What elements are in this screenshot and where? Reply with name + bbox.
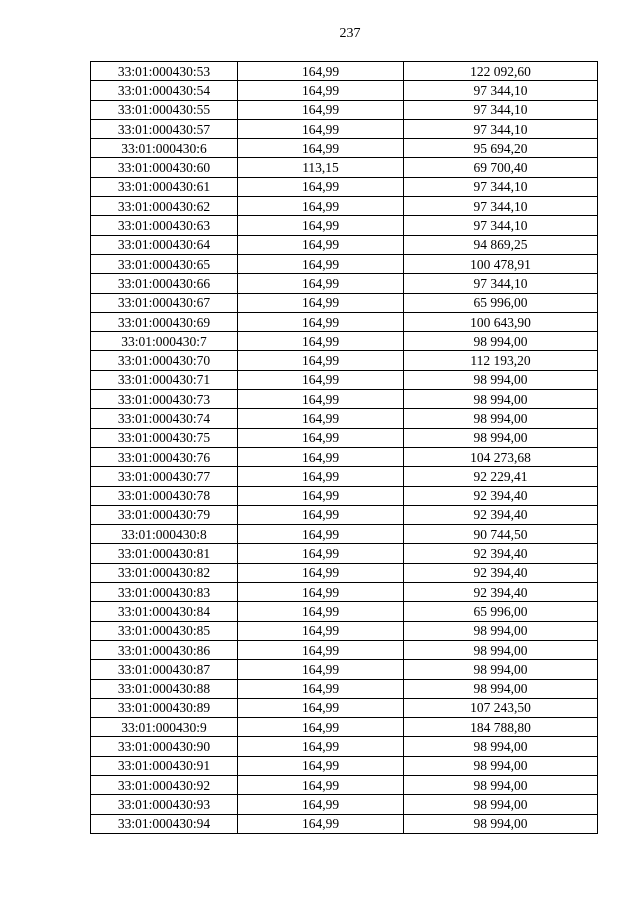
table-row bbox=[91, 62, 598, 81]
table-row bbox=[91, 197, 598, 216]
table-row bbox=[91, 563, 598, 582]
area-cell: 164,99 bbox=[238, 795, 404, 814]
cadastral-table bbox=[90, 61, 598, 834]
table-row bbox=[91, 775, 598, 794]
area-cell: 113,15 bbox=[238, 158, 404, 177]
area-cell: 164,99 bbox=[238, 119, 404, 138]
value-cell: 112 193,20 bbox=[404, 351, 598, 370]
area-cell: 164,99 bbox=[238, 756, 404, 775]
value-cell: 65 996,00 bbox=[404, 602, 598, 621]
value-cell: 98 994,00 bbox=[404, 409, 598, 428]
value-cell: 107 243,50 bbox=[404, 698, 598, 717]
cadastral-number-cell: 33:01:000430:84 bbox=[91, 602, 238, 621]
table-row bbox=[91, 583, 598, 602]
page-number: 237 bbox=[339, 26, 361, 41]
value-cell: 98 994,00 bbox=[404, 390, 598, 409]
area-cell: 164,99 bbox=[238, 81, 404, 100]
area-cell: 164,99 bbox=[238, 814, 404, 833]
area-cell: 164,99 bbox=[238, 698, 404, 717]
value-cell: 97 344,10 bbox=[404, 81, 598, 100]
value-cell: 65 996,00 bbox=[404, 293, 598, 312]
table-row bbox=[91, 795, 598, 814]
cadastral-number-cell: 33:01:000430:92 bbox=[91, 775, 238, 794]
area-cell: 164,99 bbox=[238, 274, 404, 293]
cadastral-number-cell: 33:01:000430:69 bbox=[91, 312, 238, 331]
area-cell: 164,99 bbox=[238, 467, 404, 486]
cadastral-number-cell: 33:01:000430:93 bbox=[91, 795, 238, 814]
table-row bbox=[91, 312, 598, 331]
table-row bbox=[91, 467, 598, 486]
area-cell: 164,99 bbox=[238, 100, 404, 119]
table-row bbox=[91, 216, 598, 235]
cadastral-number-cell: 33:01:000430:62 bbox=[91, 197, 238, 216]
table-row bbox=[91, 718, 598, 737]
cadastral-number-cell: 33:01:000430:70 bbox=[91, 351, 238, 370]
table-row bbox=[91, 660, 598, 679]
area-cell: 164,99 bbox=[238, 525, 404, 544]
cadastral-number-cell: 33:01:000430:79 bbox=[91, 505, 238, 524]
cadastral-number-cell: 33:01:000430:55 bbox=[91, 100, 238, 119]
area-cell: 164,99 bbox=[238, 370, 404, 389]
cadastral-number-cell: 33:01:000430:8 bbox=[91, 525, 238, 544]
value-cell: 97 344,10 bbox=[404, 197, 598, 216]
value-cell: 184 788,80 bbox=[404, 718, 598, 737]
cadastral-number-cell: 33:01:000430:90 bbox=[91, 737, 238, 756]
value-cell: 98 994,00 bbox=[404, 775, 598, 794]
cadastral-number-cell: 33:01:000430:85 bbox=[91, 621, 238, 640]
area-cell: 164,99 bbox=[238, 139, 404, 158]
cadastral-number-cell: 33:01:000430:9 bbox=[91, 718, 238, 737]
table-row bbox=[91, 679, 598, 698]
area-cell: 164,99 bbox=[238, 505, 404, 524]
table-row bbox=[91, 351, 598, 370]
area-cell: 164,99 bbox=[238, 602, 404, 621]
table-row bbox=[91, 177, 598, 196]
cadastral-number-cell: 33:01:000430:89 bbox=[91, 698, 238, 717]
cadastral-number-cell: 33:01:000430:6 bbox=[91, 139, 238, 158]
area-cell: 164,99 bbox=[238, 197, 404, 216]
value-cell: 92 394,40 bbox=[404, 505, 598, 524]
value-cell: 98 994,00 bbox=[404, 679, 598, 698]
value-cell: 98 994,00 bbox=[404, 640, 598, 659]
area-cell: 164,99 bbox=[238, 737, 404, 756]
value-cell: 100 478,91 bbox=[404, 254, 598, 273]
area-cell: 164,99 bbox=[238, 486, 404, 505]
area-cell: 164,99 bbox=[238, 583, 404, 602]
value-cell: 97 344,10 bbox=[404, 274, 598, 293]
value-cell: 92 394,40 bbox=[404, 583, 598, 602]
table-row bbox=[91, 139, 598, 158]
table-row bbox=[91, 640, 598, 659]
table-row bbox=[91, 447, 598, 466]
table-row bbox=[91, 428, 598, 447]
value-cell: 98 994,00 bbox=[404, 795, 598, 814]
value-cell: 98 994,00 bbox=[404, 737, 598, 756]
value-cell: 122 092,60 bbox=[404, 62, 598, 81]
area-cell: 164,99 bbox=[238, 293, 404, 312]
cadastral-number-cell: 33:01:000430:57 bbox=[91, 119, 238, 138]
value-cell: 97 344,10 bbox=[404, 177, 598, 196]
value-cell: 98 994,00 bbox=[404, 814, 598, 833]
area-cell: 164,99 bbox=[238, 62, 404, 81]
value-cell: 92 394,40 bbox=[404, 486, 598, 505]
table-row bbox=[91, 486, 598, 505]
table-row bbox=[91, 814, 598, 833]
area-cell: 164,99 bbox=[238, 660, 404, 679]
value-cell: 98 994,00 bbox=[404, 756, 598, 775]
area-cell: 164,99 bbox=[238, 235, 404, 254]
table-row bbox=[91, 390, 598, 409]
value-cell: 98 994,00 bbox=[404, 621, 598, 640]
cadastral-number-cell: 33:01:000430:91 bbox=[91, 756, 238, 775]
cadastral-number-cell: 33:01:000430:77 bbox=[91, 467, 238, 486]
table-row bbox=[91, 235, 598, 254]
cadastral-number-cell: 33:01:000430:81 bbox=[91, 544, 238, 563]
area-cell: 164,99 bbox=[238, 775, 404, 794]
value-cell: 98 994,00 bbox=[404, 660, 598, 679]
cadastral-number-cell: 33:01:000430:83 bbox=[91, 583, 238, 602]
table-row bbox=[91, 81, 598, 100]
area-cell: 164,99 bbox=[238, 351, 404, 370]
value-cell: 92 394,40 bbox=[404, 563, 598, 582]
cadastral-number-cell: 33:01:000430:87 bbox=[91, 660, 238, 679]
table-row bbox=[91, 505, 598, 524]
area-cell: 164,99 bbox=[238, 254, 404, 273]
area-cell: 164,99 bbox=[238, 544, 404, 563]
table-row bbox=[91, 119, 598, 138]
table-row bbox=[91, 737, 598, 756]
area-cell: 164,99 bbox=[238, 718, 404, 737]
area-cell: 164,99 bbox=[238, 312, 404, 331]
cadastral-number-cell: 33:01:000430:65 bbox=[91, 254, 238, 273]
table-row bbox=[91, 602, 598, 621]
value-cell: 92 394,40 bbox=[404, 544, 598, 563]
table-row bbox=[91, 100, 598, 119]
table-body bbox=[91, 62, 598, 834]
value-cell: 100 643,90 bbox=[404, 312, 598, 331]
value-cell: 92 229,41 bbox=[404, 467, 598, 486]
value-cell: 97 344,10 bbox=[404, 119, 598, 138]
cadastral-number-cell: 33:01:000430:61 bbox=[91, 177, 238, 196]
table-row bbox=[91, 544, 598, 563]
cadastral-number-cell: 33:01:000430:60 bbox=[91, 158, 238, 177]
area-cell: 164,99 bbox=[238, 447, 404, 466]
cadastral-number-cell: 33:01:000430:78 bbox=[91, 486, 238, 505]
area-cell: 164,99 bbox=[238, 390, 404, 409]
cadastral-number-cell: 33:01:000430:73 bbox=[91, 390, 238, 409]
cadastral-number-cell: 33:01:000430:94 bbox=[91, 814, 238, 833]
table-row bbox=[91, 621, 598, 640]
value-cell: 97 344,10 bbox=[404, 100, 598, 119]
table-row bbox=[91, 293, 598, 312]
value-cell: 97 344,10 bbox=[404, 216, 598, 235]
table-row bbox=[91, 698, 598, 717]
cadastral-number-cell: 33:01:000430:7 bbox=[91, 332, 238, 351]
cadastral-number-cell: 33:01:000430:76 bbox=[91, 447, 238, 466]
cadastral-number-cell: 33:01:000430:54 bbox=[91, 81, 238, 100]
cadastral-number-cell: 33:01:000430:74 bbox=[91, 409, 238, 428]
value-cell: 98 994,00 bbox=[404, 332, 598, 351]
value-cell: 90 744,50 bbox=[404, 525, 598, 544]
table-row bbox=[91, 254, 598, 273]
cadastral-number-cell: 33:01:000430:82 bbox=[91, 563, 238, 582]
cadastral-number-cell: 33:01:000430:88 bbox=[91, 679, 238, 698]
table-row bbox=[91, 158, 598, 177]
value-cell: 98 994,00 bbox=[404, 428, 598, 447]
value-cell: 94 869,25 bbox=[404, 235, 598, 254]
cadastral-number-cell: 33:01:000430:67 bbox=[91, 293, 238, 312]
value-cell: 104 273,68 bbox=[404, 447, 598, 466]
area-cell: 164,99 bbox=[238, 621, 404, 640]
area-cell: 164,99 bbox=[238, 563, 404, 582]
table-row bbox=[91, 370, 598, 389]
table-row bbox=[91, 756, 598, 775]
cadastral-number-cell: 33:01:000430:63 bbox=[91, 216, 238, 235]
cadastral-number-cell: 33:01:000430:86 bbox=[91, 640, 238, 659]
area-cell: 164,99 bbox=[238, 177, 404, 196]
area-cell: 164,99 bbox=[238, 409, 404, 428]
table-row bbox=[91, 525, 598, 544]
area-cell: 164,99 bbox=[238, 640, 404, 659]
value-cell: 95 694,20 bbox=[404, 139, 598, 158]
area-cell: 164,99 bbox=[238, 332, 404, 351]
value-cell: 98 994,00 bbox=[404, 370, 598, 389]
cadastral-number-cell: 33:01:000430:75 bbox=[91, 428, 238, 447]
table-row bbox=[91, 332, 598, 351]
cadastral-number-cell: 33:01:000430:66 bbox=[91, 274, 238, 293]
area-cell: 164,99 bbox=[238, 679, 404, 698]
cadastral-number-cell: 33:01:000430:64 bbox=[91, 235, 238, 254]
cadastral-number-cell: 33:01:000430:53 bbox=[91, 62, 238, 81]
area-cell: 164,99 bbox=[238, 428, 404, 447]
cadastral-number-cell: 33:01:000430:71 bbox=[91, 370, 238, 389]
value-cell: 69 700,40 bbox=[404, 158, 598, 177]
table-row bbox=[91, 409, 598, 428]
table-row bbox=[91, 274, 598, 293]
area-cell: 164,99 bbox=[238, 216, 404, 235]
